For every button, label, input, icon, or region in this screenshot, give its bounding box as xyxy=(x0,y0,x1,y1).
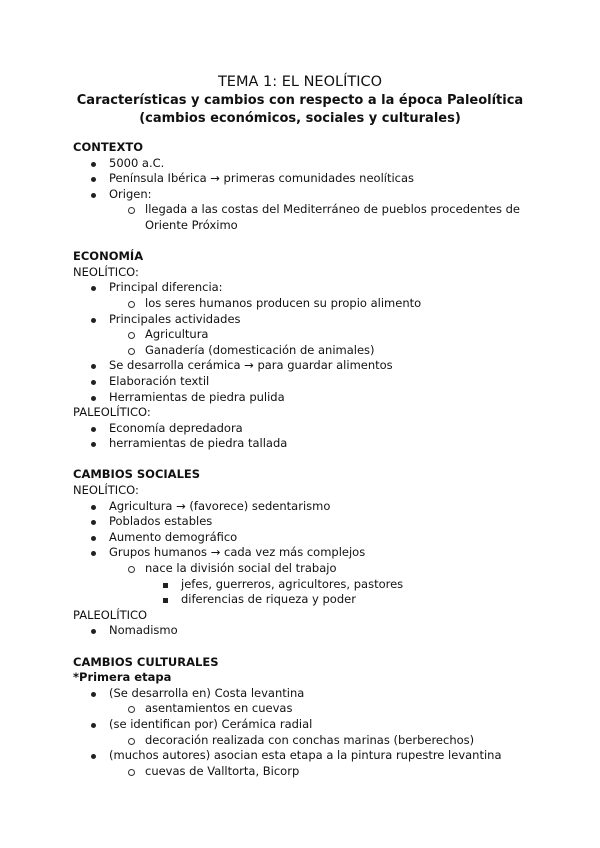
sub-list-item: llegada a las costas del Mediterráneo de pueblos procedentes de xyxy=(73,202,573,218)
list-item: Península Ibérica → primeras comunidades neolíticas xyxy=(73,171,573,187)
section-heading-sociales: CAMBIOS SOCIALES xyxy=(73,467,201,482)
section-heading-culturales: CAMBIOS CULTURALES xyxy=(73,654,219,669)
sub-list-item: cuevas de Valltorta, Bicorp xyxy=(73,764,573,780)
subtitle-line-2: (cambios económicos, sociales y culturales) xyxy=(139,111,461,126)
list-item: Principal diferencia: xyxy=(73,280,573,296)
bullet-icon xyxy=(91,692,96,697)
list-item: Origen: xyxy=(73,187,573,203)
list-item: (Se desarrolla en) Costa levantina xyxy=(73,686,573,702)
bullet-icon xyxy=(91,193,96,198)
list-item: Economía depredadora xyxy=(73,421,573,437)
circle-bullet-icon xyxy=(128,207,135,214)
bullet-icon xyxy=(91,364,96,369)
sub-sub-list-item: diferencias de riqueza y poder xyxy=(73,592,573,608)
circle-bullet-icon xyxy=(128,738,135,745)
list-item: Nomadismo xyxy=(73,623,573,639)
period-label: PALEOLÍTICO: xyxy=(73,405,151,420)
bullet-icon xyxy=(91,286,96,291)
circle-bullet-icon xyxy=(128,332,135,339)
bullet-icon xyxy=(91,520,96,525)
bullet-icon xyxy=(91,536,96,541)
section-heading-contexto: CONTEXTO xyxy=(73,140,144,154)
list-item: (muchos autores) asocian esta etapa a la pintura rupestre levantina xyxy=(73,748,573,764)
sub-list-item: decoración realizada con conchas marinas (berberechos) xyxy=(73,733,573,749)
list-item: Principales actividades xyxy=(73,312,573,328)
square-bullet-icon xyxy=(163,583,168,588)
bullet-icon xyxy=(91,505,96,510)
circle-bullet-icon xyxy=(128,566,135,573)
list-item: Agricultura → (favorece) sedentarismo xyxy=(73,499,573,515)
list-item: 5000 a.C. xyxy=(73,156,573,172)
document-body xyxy=(73,140,573,779)
bullet-icon xyxy=(91,754,96,759)
bullet-icon xyxy=(91,396,96,401)
sub-list-item: los seres humanos producen su propio alimento xyxy=(73,296,573,312)
circle-bullet-icon xyxy=(128,706,135,713)
stage-label: *Primera etapa xyxy=(73,670,172,685)
bullet-icon xyxy=(91,162,96,167)
page-title: TEMA 1: EL NEOLÍTICO xyxy=(217,74,383,90)
list-item: (se identifican por) Cerámica radial xyxy=(73,717,573,733)
period-label: NEOLÍTICO: xyxy=(73,483,139,498)
list-item: Poblados estables xyxy=(73,514,573,530)
list-item: herramientas de piedra tallada xyxy=(73,436,573,452)
list-item: Herramientas de piedra pulida xyxy=(73,390,573,406)
bullet-icon xyxy=(91,442,96,447)
bullet-icon xyxy=(91,380,96,385)
period-label: PALEOLÍTICO xyxy=(73,607,148,622)
period-label: NEOLÍTICO: xyxy=(73,264,139,279)
square-bullet-icon xyxy=(163,598,168,603)
subtitle-line-1: Características y cambios con respecto a la época Paleolítica xyxy=(76,93,524,108)
list-item: Elaboración textil xyxy=(73,374,573,390)
sub-list-item: Agricultura xyxy=(73,327,573,343)
sub-list-item: Ganadería (domesticación de animales) xyxy=(73,343,573,359)
section-heading-economia: ECONOMÍA xyxy=(73,249,144,264)
bullet-icon xyxy=(91,427,96,432)
sub-list-item: asentamientos en cuevas xyxy=(73,701,573,717)
circle-bullet-icon xyxy=(128,301,135,308)
bullet-icon xyxy=(91,551,96,556)
sub-sub-list-item: jefes, guerreros, agricultores, pastores xyxy=(73,577,573,593)
bullet-icon xyxy=(91,318,96,323)
bullet-icon xyxy=(91,629,96,634)
circle-bullet-icon xyxy=(128,348,135,355)
bullet-icon xyxy=(91,723,96,728)
sub-list-item: nace la división social del trabajo xyxy=(73,561,573,577)
list-item: Aumento demográfico xyxy=(73,530,573,546)
list-item: Grupos humanos → cada vez más complejos xyxy=(73,545,573,561)
list-item: Se desarrolla cerámica → para guardar alimentos xyxy=(73,358,573,374)
bullet-icon xyxy=(91,177,96,182)
page-subtitle xyxy=(0,92,600,128)
sub-list-item-continuation: Oriente Próximo xyxy=(145,217,238,232)
circle-bullet-icon xyxy=(128,769,135,776)
